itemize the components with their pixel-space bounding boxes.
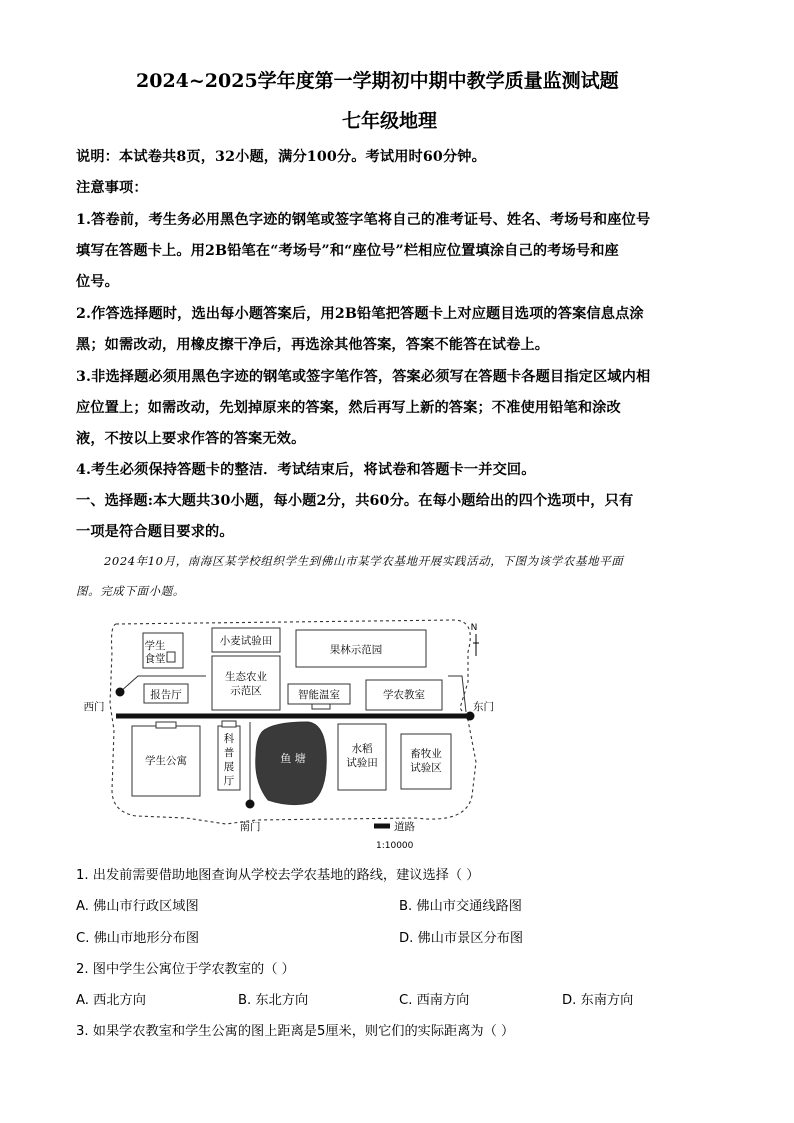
section-heading-line-2: 一项是符合题目要求的。 xyxy=(76,524,234,540)
map-scale: 1:10000 xyxy=(376,841,414,851)
south-gate-label: 南门 xyxy=(239,821,261,833)
question-2-stem: 2. 图中学生公寓位于学农教室的（ ） xyxy=(76,962,295,977)
canteen-label-1: 学生 xyxy=(144,640,166,652)
question-2-option-c[interactable]: C. 西南方向 xyxy=(399,993,470,1008)
east-gate-label: 东门 xyxy=(473,701,494,713)
west-gate-label: 西门 xyxy=(83,701,105,713)
west-gate-dot xyxy=(116,688,125,697)
material-line-2: 图。完成下面小题。 xyxy=(76,584,185,598)
instruction-3-line-1: 3.非选择题必须用黑色字迹的钢笔或签字笔作答，答案必须写在答题卡各题目指定区域内相 xyxy=(76,369,651,385)
north-label: N xyxy=(470,623,478,633)
east-path xyxy=(448,676,466,712)
canteen-door xyxy=(167,652,175,662)
attention-title: 注意事项： xyxy=(76,180,148,196)
dorm-label: 学生公寓 xyxy=(145,755,187,767)
instruction-3-line-3: 液，不按以上要求作答的答案无效。 xyxy=(76,431,306,447)
rice-label-1: 水稻 xyxy=(351,743,373,755)
wheat-label: 小麦试验田 xyxy=(219,635,273,647)
livestock-label-2: 试验区 xyxy=(410,762,442,774)
greenhouse-label: 智能温室 xyxy=(298,689,340,701)
eco-label-1: 生态农业 xyxy=(225,671,267,683)
rice-label-2: 试验田 xyxy=(346,757,378,769)
pond-label: 鱼 塘 xyxy=(280,752,306,765)
canteen-label-2: 食堂 xyxy=(144,653,166,665)
question-1-option-c[interactable]: C. 佛山市地形分布图 xyxy=(76,931,200,946)
instruction-1-line-2: 填写在答题卡上。用2B铅笔在“考场号”和“座位号”栏相应位置填涂自己的考场号和座 xyxy=(76,243,619,259)
question-1-option-d[interactable]: D. 佛山市景区分布图 xyxy=(399,931,524,946)
section-heading-line-1: 一、选择题:本大题共30小题，每小题2分，共60分。在每小题给出的四个选项中，只有 xyxy=(76,493,634,509)
question-1-stem: 1. 出发前需要借助地图查询从学校去学农基地的路线，建议选择（ ） xyxy=(76,868,480,883)
greenhouse-door xyxy=(312,704,330,709)
instruction-1-line-1: 1.答卷前，考生务必用黑色字迹的钢笔或签字笔将自己的准考证号、姓名、考场号和座位号 xyxy=(76,212,651,228)
livestock-label-1: 畜牧业 xyxy=(410,748,442,760)
question-1-option-a[interactable]: A. 佛山市行政区域图 xyxy=(76,899,199,914)
instruction-4: 4.考生必须保持答题卡的整洁．考试结束后，将试卷和答题卡一并交回。 xyxy=(76,462,536,478)
sci-label-4: 厅 xyxy=(223,775,235,787)
legend-road-label: 道路 xyxy=(394,821,415,833)
instruction-1-line-3: 位号。 xyxy=(76,274,120,290)
instruction-3-line-2: 应位置上；如需改动，先划掉原来的答案，然后再写上新的答案；不准使用铅笔和涂改 xyxy=(76,400,621,416)
question-2-option-b[interactable]: B. 东北方向 xyxy=(238,993,309,1008)
dorm-door xyxy=(156,722,176,728)
science-hall-door xyxy=(222,721,236,727)
instruction-2-line-2: 黑；如需改动，用橡皮擦干净后，再选涂其他答案，答案不能答在试卷上。 xyxy=(76,337,550,353)
instruction-2-line-1: 2.作答选择题时，选出每小题答案后，用2B铅笔把答题卡上对应题目选项的答案信息点涂 xyxy=(76,306,644,322)
sci-label-2: 普 xyxy=(223,747,235,759)
question-2-option-a[interactable]: A. 西北方向 xyxy=(76,993,146,1008)
sci-label-3: 展 xyxy=(223,761,235,773)
report-hall-label: 报告厅 xyxy=(150,689,182,701)
exam-subject: 七年级地理 xyxy=(342,110,438,132)
south-gate-dot xyxy=(246,800,255,809)
sci-label-1: 科 xyxy=(223,733,235,745)
farm-base-map xyxy=(76,612,496,854)
exam-title: 2024~2025学年度第一学期初中期中教学质量监测试题 xyxy=(136,70,619,92)
material-line-1: 2024年10月，南海区某学校组织学生到佛山市某学农基地开展实践活动，下图为该学农基地平面 xyxy=(104,554,624,568)
eco-demo-area xyxy=(212,656,280,710)
eco-label-2: 示范区 xyxy=(230,685,262,697)
orchard-label: 果林示范园 xyxy=(329,644,383,656)
question-3-stem: 3. 如果学农教室和学生公寓的图上距离是5厘米，则它们的实际距离为（ ） xyxy=(76,1024,515,1039)
question-1-option-b[interactable]: B. 佛山市交通线路图 xyxy=(399,899,522,914)
exam-note: 说明：本试卷共8页，32小题，满分100分。考试用时60分钟。 xyxy=(76,149,486,165)
classroom-label: 学农教室 xyxy=(383,689,425,701)
question-2-option-d[interactable]: D. 东南方向 xyxy=(562,993,634,1008)
